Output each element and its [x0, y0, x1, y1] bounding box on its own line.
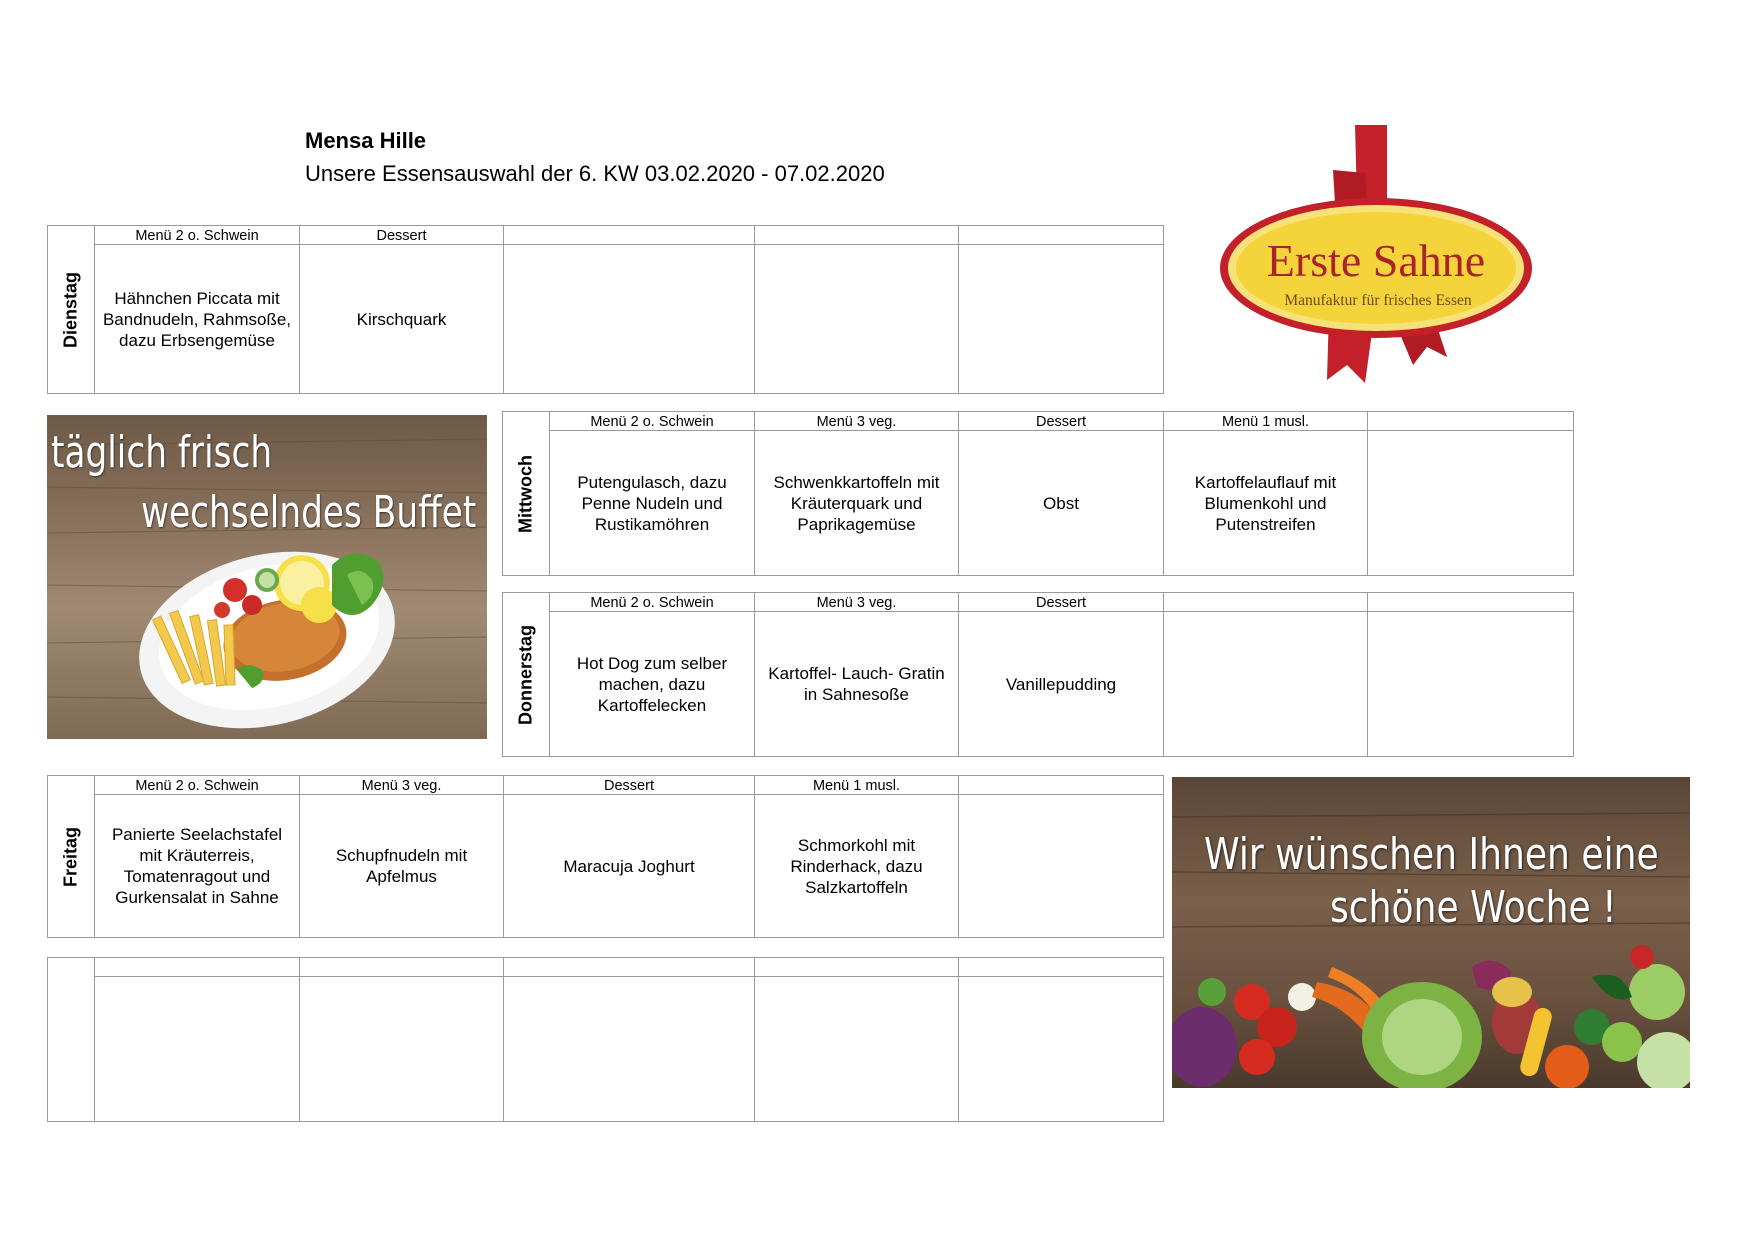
meal-cell: [504, 245, 754, 393]
day-label-column: [48, 226, 95, 393]
greeting-line-1: Wir wünschen Ihnen eine: [1204, 829, 1659, 880]
day-label-column: [48, 958, 95, 1121]
banner-line-2: wechselndes Buffet: [141, 487, 477, 538]
menu-column: [1164, 412, 1368, 575]
meal-cell: Panierte Seelachstafel mit Kräuterreis, Tomatenragout und Gurkensalat in Sahne: [111, 825, 283, 907]
meal-cell: [300, 977, 503, 1121]
day-label: Mittwoch: [515, 454, 536, 533]
menu-column: [1164, 593, 1368, 756]
menu-column: [959, 776, 1163, 937]
day-label: Freitag: [60, 826, 81, 887]
greeting-banner: [1172, 777, 1690, 1088]
column-header: Dessert: [959, 593, 1163, 612]
column-header: [300, 958, 503, 977]
column-header: [504, 226, 754, 245]
greeting-line-2: schöne Woche !: [1330, 882, 1617, 933]
menu-column: [95, 958, 300, 1121]
column-header: [755, 226, 958, 245]
meal-cell: Kirschquark: [356, 309, 447, 329]
meal-cell: Putengulasch, dazu Penne Nudeln und Rustikamöhren: [577, 472, 727, 534]
column-header: Dessert: [300, 226, 503, 245]
column-header: Menü 2 o. Schwein: [550, 412, 754, 431]
meal-cell: Schmorkohl mit Rinderhack, dazu Salzkartoffeln: [790, 835, 923, 897]
menu-column: [300, 226, 504, 393]
meal-cell: Schupfnudeln mit Apfelmus: [335, 846, 468, 886]
meal-cell: Obst: [1043, 493, 1079, 513]
meal-cell: Schwenkkartoffeln mit Kräuterquark und Paprikagemüse: [773, 472, 940, 534]
column-header: Menü 3 veg.: [755, 593, 958, 612]
day-table-freitag: [47, 775, 1164, 938]
day-table-dienstag: [47, 225, 1164, 394]
column-header: [1164, 593, 1367, 612]
column-header: [504, 958, 754, 977]
column-header: Menü 3 veg.: [300, 776, 503, 795]
column-header: [1368, 412, 1573, 431]
meal-cell: Kartoffelauflauf mit Blumenkohl und Putenstreifen: [1194, 472, 1337, 534]
column-header: [959, 226, 1163, 245]
meal-cell: [755, 977, 958, 1121]
day-label: Donnerstag: [515, 624, 536, 725]
meal-cell: [959, 795, 1163, 937]
vegetables-icon: [1172, 945, 1690, 1088]
logo-graphic: [1215, 125, 1545, 385]
column-header: Menü 2 o. Schwein: [95, 226, 299, 245]
meal-cell: Vanillepudding: [1005, 674, 1117, 694]
menu-column: [550, 593, 755, 756]
banner-line-1: täglich frisch: [51, 427, 273, 478]
meal-cell: Hähnchen Piccata mit Bandnudeln, Rahmsoße, dazu Erbsengemüse: [102, 288, 292, 350]
column-header: [755, 958, 958, 977]
menu-column: [755, 412, 959, 575]
column-header: [959, 958, 1163, 977]
menu-column: [755, 776, 959, 937]
meal-cell: [95, 977, 299, 1121]
menu-column: [1368, 593, 1573, 756]
meal-cell: [1368, 431, 1573, 575]
column-header: Dessert: [504, 776, 754, 795]
menu-column: [300, 958, 504, 1121]
column-header: [959, 776, 1163, 795]
meal-cell: Maracuja Joghurt: [563, 856, 695, 876]
meal-cell: [959, 245, 1163, 393]
menu-column: [1368, 412, 1573, 575]
menu-column: [95, 226, 300, 393]
column-header: Menü 2 o. Schwein: [550, 593, 754, 612]
menu-column: [959, 226, 1163, 393]
buffet-banner: [47, 415, 487, 739]
column-header: [95, 958, 299, 977]
meal-cell: [1368, 612, 1573, 756]
column-header: Menü 2 o. Schwein: [95, 776, 299, 795]
meal-cell: Hot Dog zum selber machen, dazu Kartoffelecken: [576, 653, 728, 715]
menu-column: [504, 776, 755, 937]
column-header: [1368, 593, 1573, 612]
column-header: Menü 1 musl.: [1164, 412, 1367, 431]
column-header: Dessert: [959, 412, 1163, 431]
menu-column: [755, 593, 959, 756]
column-header: Menü 1 musl.: [755, 776, 958, 795]
menu-column: [550, 412, 755, 575]
menu-column: [959, 412, 1164, 575]
menu-column: [95, 776, 300, 937]
menu-column: [755, 958, 959, 1121]
meal-cell: [1164, 612, 1367, 756]
logo-brand: Erste Sahne: [1266, 235, 1486, 286]
meal-cell: [959, 977, 1163, 1121]
menu-column: [300, 776, 504, 937]
menu-column: [504, 226, 755, 393]
day-table-donnerstag: [502, 592, 1574, 757]
day-label: Dienstag: [60, 271, 81, 348]
day-label-column: [503, 593, 550, 756]
column-header: Menü 3 veg.: [755, 412, 958, 431]
menu-column: [959, 958, 1163, 1121]
menu-column: [755, 226, 959, 393]
page-title: Mensa Hille: [305, 128, 427, 153]
meal-cell: [504, 977, 754, 1121]
food-plate-icon: [120, 526, 413, 739]
day-table-mittwoch: [502, 411, 1574, 576]
meal-cell: Kartoffel- Lauch- Gratin in Sahnesoße: [768, 664, 945, 704]
day-label-column: [48, 776, 95, 937]
logo-tagline: Manufaktur für frisches Essen: [1284, 292, 1472, 309]
menu-column: [504, 958, 755, 1121]
day-label-column: [503, 412, 550, 575]
erste-sahne-logo: [1215, 125, 1545, 385]
menu-column: [959, 593, 1164, 756]
page-subtitle: Unsere Essensauswahl der 6. KW 03.02.2020 - 07.02.2020: [305, 161, 885, 186]
day-table-empty: [47, 957, 1164, 1122]
meal-cell: [755, 245, 958, 393]
